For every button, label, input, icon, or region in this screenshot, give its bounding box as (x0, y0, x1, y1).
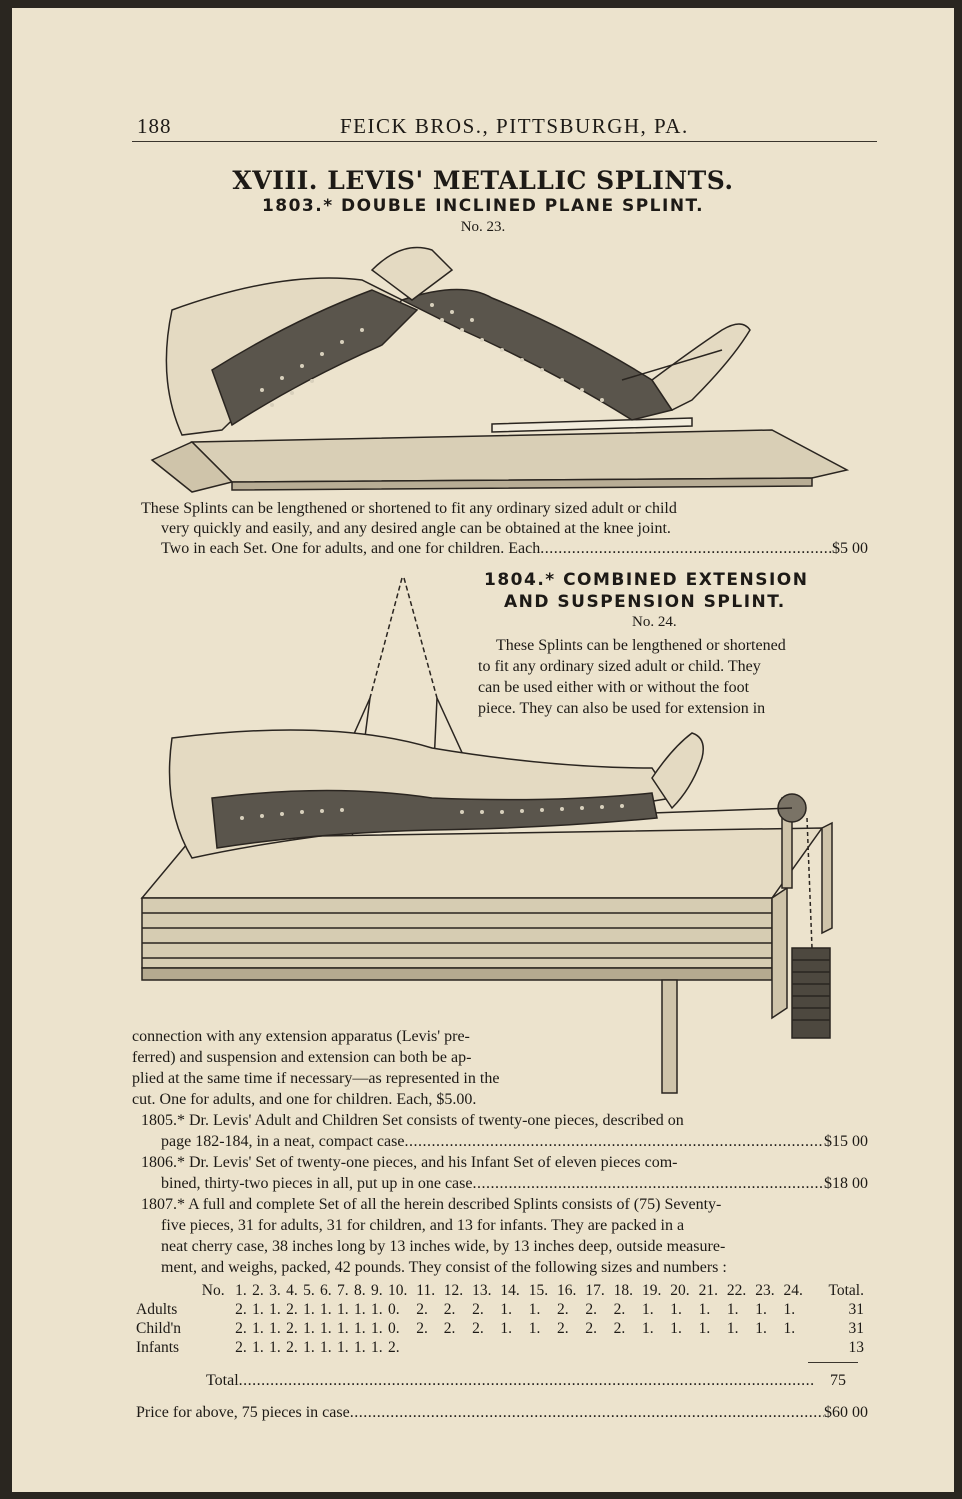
item-1805-price: $15 00 (824, 1133, 868, 1150)
sizes-row (136, 1338, 864, 1357)
size-count-cell: 2. (286, 1319, 298, 1337)
size-header-cell: 24. (783, 1281, 803, 1299)
section-title: XVIII. LEVIS' METALLIC SPLINTS. (232, 166, 734, 195)
total-label: Total (206, 1372, 239, 1389)
size-header-cell: 9. (371, 1281, 383, 1299)
size-header-cell: 7. (337, 1281, 349, 1299)
size-count-cell: 2. (235, 1300, 247, 1318)
size-count-cell: 2. (416, 1319, 428, 1337)
item-1806-line2: bined, thirty-two pieces in all, put up in one case (161, 1175, 473, 1192)
size-header-cell: 20. (670, 1281, 690, 1299)
row-total-cell: 13 (848, 1338, 864, 1356)
size-count-cell: 2. (585, 1300, 597, 1318)
size-count-cell: 1. (320, 1319, 332, 1337)
size-count-cell: 1. (354, 1319, 366, 1337)
item-1806-price: $18 00 (824, 1175, 868, 1192)
row-label-cell: Infants (136, 1338, 180, 1356)
size-count-cell (699, 1338, 727, 1357)
size-count-cell: 2. (613, 1319, 626, 1337)
size-count-cell (585, 1338, 613, 1357)
size-header-cell: 13. (472, 1281, 492, 1299)
size-count-cell (614, 1338, 642, 1357)
total-header-cell: Total. (828, 1281, 864, 1299)
leader-dots (350, 1402, 824, 1423)
row-total-cell: 31 (848, 1319, 864, 1337)
item-1806-price-line (161, 1173, 868, 1194)
size-header-cell: 23. (755, 1281, 775, 1299)
size-header-cell: 2. (252, 1281, 264, 1299)
size-count-cell (500, 1338, 528, 1357)
size-count-cell: 1. (641, 1300, 654, 1318)
size-count-cell: 1. (354, 1338, 366, 1356)
size-count-cell: 1. (354, 1300, 366, 1318)
size-count-cell: 1. (528, 1300, 541, 1318)
item-1804-left-line2: ferred) and suspension and extension can both be ap- (132, 1049, 472, 1066)
size-count-cell: 2. (472, 1319, 484, 1337)
item-1803-desc-line2: very quickly and easily, and any desired angle can be obtained at the knee joint. (161, 520, 671, 537)
size-count-cell: 1. (755, 1319, 767, 1337)
size-header-cell: 14. (500, 1281, 520, 1299)
size-count-cell: 1. (500, 1319, 513, 1337)
size-header-cell: 4. (286, 1281, 298, 1299)
size-header-cell: 12. (443, 1281, 464, 1299)
size-count-cell: 2. (443, 1300, 456, 1318)
size-count-cell: 1. (783, 1319, 796, 1337)
leader-dots (239, 1370, 814, 1391)
item-1803-price: $5 00 (832, 540, 868, 557)
size-count-cell: 2. (387, 1338, 400, 1356)
size-count-cell: 1. (726, 1300, 739, 1318)
size-count-cell (416, 1338, 443, 1357)
size-count-cell: 1. (269, 1300, 281, 1318)
size-count-cell: 1. (371, 1319, 383, 1337)
item-1807-line3: neat cherry case, 38 inches long by 13 inches wide, by 13 inches deep, outside measure- (161, 1238, 726, 1255)
page-number: 188 (137, 114, 172, 138)
price-line (136, 1402, 868, 1423)
grand-total: 75 (830, 1372, 846, 1389)
size-count-cell: 2. (286, 1300, 298, 1318)
size-header-cell: 19. (641, 1281, 662, 1299)
item-1805-line1: 1805.* Dr. Levis' Adult and Children Set consists of twenty-one pieces, described on (141, 1112, 684, 1129)
size-count-cell: 1. (337, 1338, 349, 1356)
item-1804-right-line1: These Splints can be lengthened or shortened (496, 637, 786, 654)
size-count-cell: 1. (269, 1319, 281, 1337)
size-count-cell: 2. (235, 1319, 247, 1337)
total-rule (808, 1362, 858, 1363)
size-header-cell: 17. (585, 1281, 605, 1299)
size-count-cell: 1. (303, 1319, 315, 1337)
item-1804-left-line1: connection with any extension apparatus (Levis' pre- (132, 1028, 470, 1045)
row-total-cell: 31 (848, 1300, 864, 1318)
size-count-cell: 1. (726, 1319, 739, 1337)
size-count-cell (755, 1338, 783, 1357)
size-count-cell: 1. (252, 1300, 264, 1318)
size-count-cell: 1. (303, 1300, 315, 1318)
size-count-cell: 1. (783, 1300, 796, 1318)
item-1807-line1: 1807.* A full and complete Set of all the herein described Splints consists of (75) Seventy- (141, 1196, 722, 1213)
size-count-cell: 1. (320, 1338, 332, 1356)
size-count-cell: 2. (286, 1338, 298, 1356)
size-count-cell (557, 1338, 585, 1357)
row-label-cell: Adults (136, 1300, 178, 1318)
spacer-cell (202, 1300, 235, 1319)
size-count-cell (670, 1338, 698, 1357)
size-count-cell (727, 1338, 755, 1357)
item-1807-line2: five pieces, 31 for adults, 31 for children, and 13 for infants. They are packed in a (161, 1217, 685, 1234)
size-count-cell: 2. (472, 1300, 484, 1318)
spacer-cell (202, 1338, 235, 1357)
size-count-cell: 2. (443, 1319, 456, 1337)
size-count-cell: 1. (755, 1300, 767, 1318)
size-count-cell: 1. (500, 1300, 513, 1318)
size-count-cell (444, 1338, 472, 1357)
item-1803-price-line (161, 538, 868, 559)
item-1804-right-line4: piece. They can also be used for extension in (478, 700, 766, 717)
size-header-cell: 21. (698, 1281, 718, 1299)
item-1804-heading-1: 1804.* COMBINED EXTENSION (484, 570, 809, 590)
size-header-cell: 15. (528, 1281, 549, 1299)
size-count-cell (529, 1338, 557, 1357)
size-header-cell: 22. (726, 1281, 747, 1299)
row-label-cell: Child'n (136, 1319, 181, 1337)
catalog-page (12, 8, 954, 1492)
running-title: FEICK BROS., PITTSBURGH, PA. (340, 114, 689, 138)
size-count-cell: 1. (528, 1319, 541, 1337)
size-count-cell (642, 1338, 670, 1357)
price-line-label: Price for above, 75 pieces in case (136, 1404, 350, 1421)
item-1804-right-line3: can be used either with or without the foot (478, 679, 750, 696)
sizes-row (136, 1319, 864, 1338)
size-count-cell: 1. (641, 1319, 654, 1337)
size-header-cell: 10. (387, 1281, 408, 1299)
size-count-cell: 1. (371, 1300, 383, 1318)
size-header-cell: 5. (303, 1281, 315, 1299)
sizes-row (136, 1300, 864, 1319)
item-1807-line4: ment, and weighs, packed, 42 pounds. They consist of the following sizes and numbers : (161, 1259, 727, 1276)
header-rule (132, 141, 877, 142)
size-count-cell: 1. (670, 1300, 682, 1318)
spacer-cell (202, 1319, 235, 1338)
total-line (206, 1370, 814, 1391)
size-count-cell: 2. (585, 1319, 597, 1337)
price-line-price: $60 00 (824, 1404, 868, 1421)
item-1803-number: No. 23. (460, 219, 506, 235)
size-count-cell: 1. (698, 1319, 711, 1337)
size-count-cell: 2. (416, 1300, 428, 1318)
item-1804-heading-2: AND SUSPENSION SPLINT. (504, 592, 786, 612)
size-count-cell: 1. (698, 1300, 711, 1318)
item-1806-line1: 1806.* Dr. Levis' Set of twenty-one pieces, and his Infant Set of eleven pieces com- (141, 1154, 678, 1171)
size-count-cell (784, 1338, 812, 1357)
size-count-cell: 2. (235, 1338, 247, 1356)
leader-dots (404, 1131, 824, 1152)
item-1804-right-line2: to fit any ordinary sized adult or child. They (478, 658, 761, 675)
size-count-cell: 2. (557, 1319, 569, 1337)
size-header-cell: 3. (269, 1281, 281, 1299)
leader-dots (540, 538, 832, 559)
sizes-header-row (136, 1281, 864, 1300)
size-count-cell: 1. (252, 1319, 264, 1337)
size-header-cell: 6. (320, 1281, 332, 1299)
item-1803-desc-line3: Two in each Set. One for adults, and one for children. Each (161, 540, 541, 557)
row-label-cell (136, 1281, 202, 1300)
size-header-cell: 1. (235, 1281, 247, 1299)
item-1803-heading: 1803.* DOUBLE INCLINED PLANE SPLINT. (261, 196, 705, 216)
item-1803-desc-line1: These Splints can be lengthened or shortened to fit any ordinary sized adult or child (141, 500, 677, 517)
size-count-cell: 1. (320, 1300, 332, 1318)
item-1805-price-line (161, 1131, 868, 1152)
size-header-cell: No. (201, 1281, 225, 1299)
size-count-cell: 1. (670, 1319, 682, 1337)
size-count-cell: 1. (269, 1338, 281, 1356)
sizes-table (136, 1281, 864, 1357)
size-header-cell: 18. (613, 1281, 634, 1299)
size-count-cell (472, 1338, 500, 1357)
size-count-cell: 1. (252, 1338, 264, 1356)
size-header-cell: 11. (416, 1281, 436, 1299)
size-count-cell: 0. (387, 1300, 400, 1318)
size-count-cell: 0. (387, 1319, 400, 1337)
size-count-cell: 1. (371, 1338, 383, 1356)
size-count-cell: 1. (337, 1319, 349, 1337)
size-header-cell: 8. (354, 1281, 366, 1299)
size-header-cell: 16. (557, 1281, 577, 1299)
size-count-cell: 2. (557, 1300, 569, 1318)
size-count-cell: 1. (337, 1300, 349, 1318)
double-inclined-plane-splint-illustration (132, 230, 862, 498)
item-1804-left-line3: plied at the same time if necessary—as represented in the (132, 1070, 500, 1087)
item-1804-number: No. 24. (632, 614, 677, 630)
size-count-cell: 2. (613, 1300, 626, 1318)
size-count-cell: 1. (303, 1338, 315, 1356)
leader-dots (472, 1173, 824, 1194)
item-1805-line2: page 182-184, in a neat, compact case (161, 1133, 405, 1150)
item-1804-left-line4: cut. One for adults, and one for children. Each, $5.00. (132, 1091, 477, 1108)
